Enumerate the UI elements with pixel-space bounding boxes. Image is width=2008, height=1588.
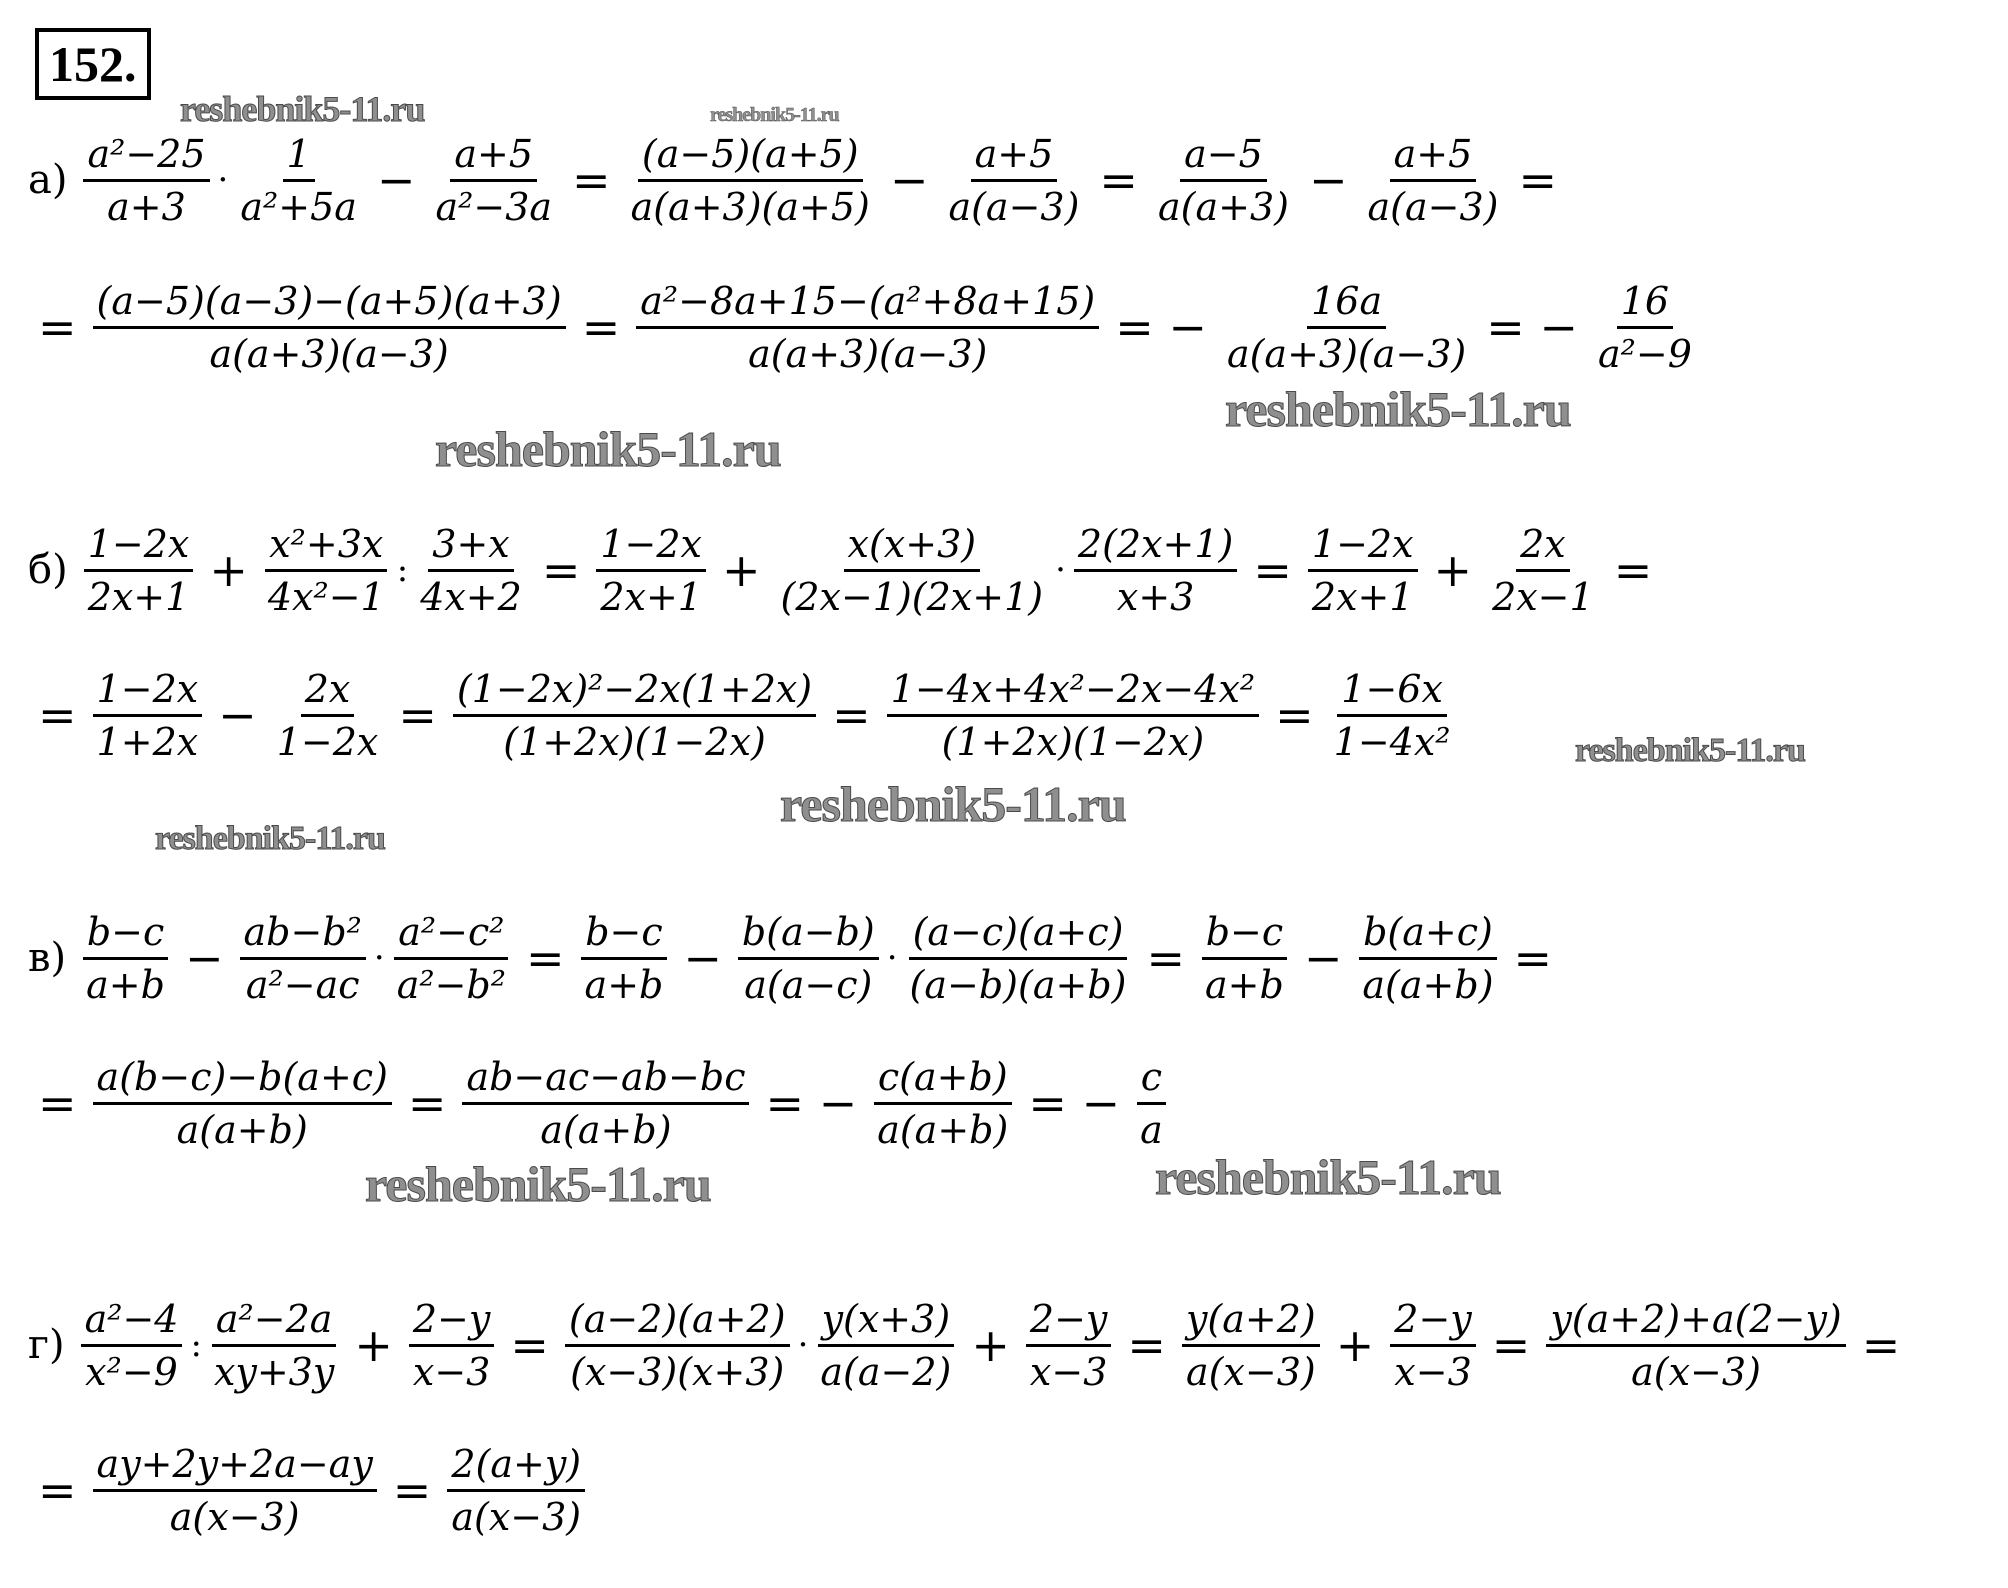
fraction (816, 1294, 955, 1397)
denominator: (x−3)(x+3) (570, 1349, 785, 1394)
watermark: reshebnik5-11.ru (155, 820, 385, 857)
denominator: x−3 (412, 1349, 491, 1394)
fraction (83, 129, 209, 232)
denominator: a(a+3)(a+5) (630, 184, 870, 229)
operator: = (1099, 153, 1138, 207)
part-b-line-2 (28, 650, 1461, 780)
operator: + (1433, 543, 1473, 597)
numerator: 1−2x (596, 519, 706, 572)
fraction (81, 1294, 183, 1397)
operator: = (1491, 1318, 1531, 1372)
numerator: 1−2x (1308, 519, 1418, 572)
denominator: a(a+b) (1362, 962, 1494, 1007)
numerator: a²−2a (212, 1294, 337, 1347)
watermark: reshebnik5-11.ru (1575, 732, 1805, 769)
operator: = (38, 1463, 77, 1517)
numerator: a²−25 (83, 129, 209, 182)
denominator: a(x−3) (1631, 1349, 1761, 1394)
fraction (210, 1294, 338, 1397)
fraction (1136, 1052, 1167, 1155)
numerator: (a−2)(a+2) (565, 1294, 790, 1347)
part-b-line-1 (28, 505, 1662, 635)
denominator: xy+3y (213, 1349, 335, 1394)
fraction (1223, 276, 1470, 379)
part-v-line-2 (28, 1038, 1173, 1168)
part-a-label: а) (28, 157, 68, 203)
denominator: (2x−1)(2x+1) (780, 574, 1044, 619)
denominator: a (1140, 1107, 1163, 1152)
fraction (93, 276, 566, 379)
denominator: (1+2x)(1−2x) (503, 719, 766, 764)
fraction (581, 907, 668, 1010)
operator: = (1513, 931, 1553, 985)
denominator: x−3 (1394, 1349, 1472, 1394)
fraction (873, 1052, 1012, 1155)
operator: · (886, 938, 898, 978)
numerator: 2−y (1390, 1294, 1475, 1347)
fraction (887, 664, 1259, 767)
denominator: 4x+2 (420, 574, 522, 619)
operator: − (683, 931, 722, 985)
numerator: b−c (581, 907, 666, 960)
denominator: a(a−c) (744, 962, 873, 1007)
numerator: y(a+2) (1182, 1294, 1320, 1347)
denominator: a²−ac (245, 962, 360, 1007)
fraction (1330, 664, 1455, 767)
numerator: 1−4x+4x²−2x−4x² (887, 664, 1259, 717)
watermark: reshebnik5-11.ru (180, 89, 425, 129)
denominator: a(a−2) (820, 1349, 952, 1394)
numerator: ay+2y+2a−ay (93, 1439, 377, 1492)
fraction (1358, 907, 1497, 1010)
fraction (777, 519, 1048, 622)
operator: · (217, 160, 229, 200)
part-a-line-2 (28, 262, 1702, 392)
operator: + (209, 543, 248, 597)
operator: − (1303, 931, 1343, 985)
fraction (93, 1439, 377, 1542)
fraction (738, 907, 879, 1010)
numerator: 1−6x (1337, 664, 1447, 717)
numerator: b(a+c) (1359, 907, 1497, 960)
denominator: a(a+3)(a−3) (1226, 331, 1467, 376)
denominator: 4x²−1 (267, 574, 385, 619)
fraction (1182, 1294, 1320, 1397)
operator: = (1146, 931, 1186, 985)
operator: + (971, 1318, 1010, 1372)
denominator: a(a+3)(a−3) (209, 331, 449, 376)
operator: = (541, 543, 581, 597)
fraction (264, 519, 389, 622)
fraction (627, 129, 874, 232)
operator: = (510, 1318, 549, 1372)
denominator: a(a−3) (948, 184, 1080, 229)
operator: = (581, 300, 621, 354)
fraction (447, 1439, 585, 1542)
operator: − (376, 153, 416, 207)
operator: = (832, 688, 871, 742)
numerator: a−5 (1180, 129, 1267, 182)
denominator: a+b (1205, 962, 1284, 1007)
numerator: (a−c)(a+c) (909, 907, 1128, 960)
operator: = (526, 931, 565, 985)
operator: = (398, 688, 437, 742)
numerator: ab−b² (240, 907, 366, 960)
fraction (240, 907, 366, 1010)
numerator: a+5 (450, 129, 537, 182)
denominator: 1+2x (96, 719, 199, 764)
operator: − (1308, 153, 1348, 207)
fraction (906, 907, 1131, 1010)
fraction (1308, 519, 1418, 622)
numerator: y(a+2)+a(2−y) (1546, 1294, 1845, 1347)
operator: = (572, 153, 611, 207)
denominator: a(a+b) (540, 1107, 672, 1152)
denominator: a+b (86, 962, 165, 1007)
numerator: x²+3x (265, 519, 387, 572)
operator: = − (1486, 300, 1578, 354)
numerator: 2x (1516, 519, 1570, 572)
denominator: a²−b² (396, 962, 506, 1007)
fraction (431, 129, 556, 232)
fraction (82, 907, 169, 1010)
denominator: 2x−1 (1492, 574, 1594, 619)
part-g-line-1 (28, 1280, 1910, 1410)
denominator: x+3 (1116, 574, 1195, 619)
part-v-line-1 (28, 893, 1562, 1023)
fraction (1488, 519, 1598, 622)
numerator: 1 (283, 129, 315, 182)
denominator: a(a+3) (1157, 184, 1289, 229)
watermark: reshebnik5-11.ru (365, 1156, 711, 1212)
denominator: a(x−3) (169, 1494, 300, 1539)
numerator: 2−y (1026, 1294, 1111, 1347)
operator: = (1253, 543, 1292, 597)
operator: = (1518, 153, 1558, 207)
fraction (393, 907, 510, 1010)
fraction (1390, 1294, 1475, 1397)
operator: = (407, 1076, 447, 1130)
operator: · (1055, 550, 1066, 590)
operator: + (1335, 1318, 1375, 1372)
operator: = − (1115, 300, 1207, 354)
numerator: a(b−c)−b(a+c) (93, 1052, 392, 1105)
fraction (636, 276, 1099, 379)
fraction (416, 519, 526, 622)
part-v-label: в) (28, 935, 67, 981)
numerator: b−c (1202, 907, 1287, 960)
fraction (236, 129, 361, 232)
denominator: a(a+3)(a−3) (748, 331, 988, 376)
fraction (93, 664, 203, 767)
denominator: a²+5a (240, 184, 357, 229)
fraction (84, 519, 194, 622)
part-g-line-2 (28, 1425, 591, 1555)
numerator: 2(a+y) (447, 1439, 585, 1492)
fraction (1594, 276, 1696, 379)
fraction (1154, 129, 1293, 232)
denominator: 1−4x² (1333, 719, 1451, 764)
numerator: 3+x (428, 519, 513, 572)
watermark: reshebnik5-11.ru (435, 421, 781, 477)
operator: = (38, 688, 77, 742)
denominator: 2x+1 (600, 574, 702, 619)
numerator: a²−4 (81, 1294, 183, 1347)
denominator: a+b (584, 962, 664, 1007)
fraction (1074, 519, 1237, 622)
numerator: (a−5)(a+5) (638, 129, 863, 182)
watermark: reshebnik5-11.ru (1225, 381, 1571, 437)
task-number: 152. (35, 28, 151, 100)
numerator: 2x (301, 664, 355, 717)
denominator: x²−9 (85, 1349, 178, 1394)
numerator: a²−8a+15−(a²+8a+15) (636, 276, 1099, 329)
numerator: ab−ac−ab−bc (462, 1052, 749, 1105)
fraction (1026, 1294, 1111, 1397)
denominator: a(a+b) (176, 1107, 308, 1152)
operator: + (354, 1318, 393, 1372)
operator: − (889, 153, 929, 207)
denominator: a(a+b) (877, 1107, 1009, 1152)
denominator: (1+2x)(1−2x) (941, 719, 1205, 764)
numerator: a+5 (971, 129, 1058, 182)
numerator: b−c (83, 907, 168, 960)
numerator: 1−2x (84, 519, 194, 572)
denominator: a(x−3) (1185, 1349, 1316, 1394)
denominator: 2x+1 (87, 574, 190, 619)
denominator: (a−b)(a+b) (909, 962, 1127, 1007)
numerator: c (1137, 1052, 1166, 1105)
operator: = (392, 1463, 432, 1517)
fraction (1201, 907, 1288, 1010)
operator: = (1275, 688, 1314, 742)
operator: : (396, 550, 409, 590)
operator: · (797, 1325, 809, 1365)
numerator: y(x+3) (818, 1294, 955, 1347)
numerator: b(a−b) (738, 907, 879, 960)
operator: + (721, 543, 761, 597)
fraction (462, 1052, 749, 1155)
numerator: 16a (1307, 276, 1386, 329)
denominator: a²−3a (435, 184, 553, 229)
fraction (1364, 129, 1503, 232)
operator: = (38, 300, 77, 354)
fraction (93, 1052, 392, 1155)
fraction (565, 1294, 790, 1397)
denominator: x−3 (1029, 1349, 1108, 1394)
denominator: a+3 (107, 184, 186, 229)
denominator: 1−2x (276, 719, 379, 764)
part-b-label: б) (28, 547, 68, 593)
watermark: reshebnik5-11.ru (1155, 1149, 1501, 1205)
fraction (409, 1294, 494, 1397)
numerator: 1−2x (93, 664, 203, 717)
denominator: a²−9 (1597, 331, 1692, 376)
numerator: a+5 (1390, 129, 1477, 182)
operator: = (1127, 1318, 1166, 1372)
numerator: c(a+b) (874, 1052, 1012, 1105)
numerator: x(x+3) (844, 519, 981, 572)
watermark: reshebnik5-11.ru (780, 776, 1126, 832)
denominator: a(a−3) (1367, 184, 1499, 229)
part-a-line-1 (28, 115, 1567, 245)
numerator: 16 (1617, 276, 1673, 329)
fraction (453, 664, 816, 767)
operator: · (373, 938, 385, 978)
operator: = − (765, 1076, 858, 1130)
denominator: 2x+1 (1311, 574, 1414, 619)
numerator: a²−c² (394, 907, 508, 960)
operator: : (190, 1325, 202, 1365)
fraction (1546, 1294, 1845, 1397)
watermark: reshebnik5-11.ru (710, 104, 839, 126)
fraction (944, 129, 1083, 232)
numerator: (1−2x)²−2x(1+2x) (453, 664, 816, 717)
operator: = (1861, 1318, 1901, 1372)
fraction (596, 519, 706, 622)
numerator: 2−y (409, 1294, 494, 1347)
operator: = − (1028, 1076, 1121, 1130)
numerator: (a−5)(a−3)−(a+5)(a+3) (93, 276, 566, 329)
numerator: 2(2x+1) (1074, 519, 1237, 572)
part-g-label: г) (28, 1322, 65, 1368)
operator: − (218, 688, 257, 742)
denominator: a(x−3) (451, 1494, 582, 1539)
fraction (273, 664, 383, 767)
operator: = (1613, 543, 1653, 597)
operator: − (184, 931, 224, 985)
operator: = (38, 1076, 77, 1130)
